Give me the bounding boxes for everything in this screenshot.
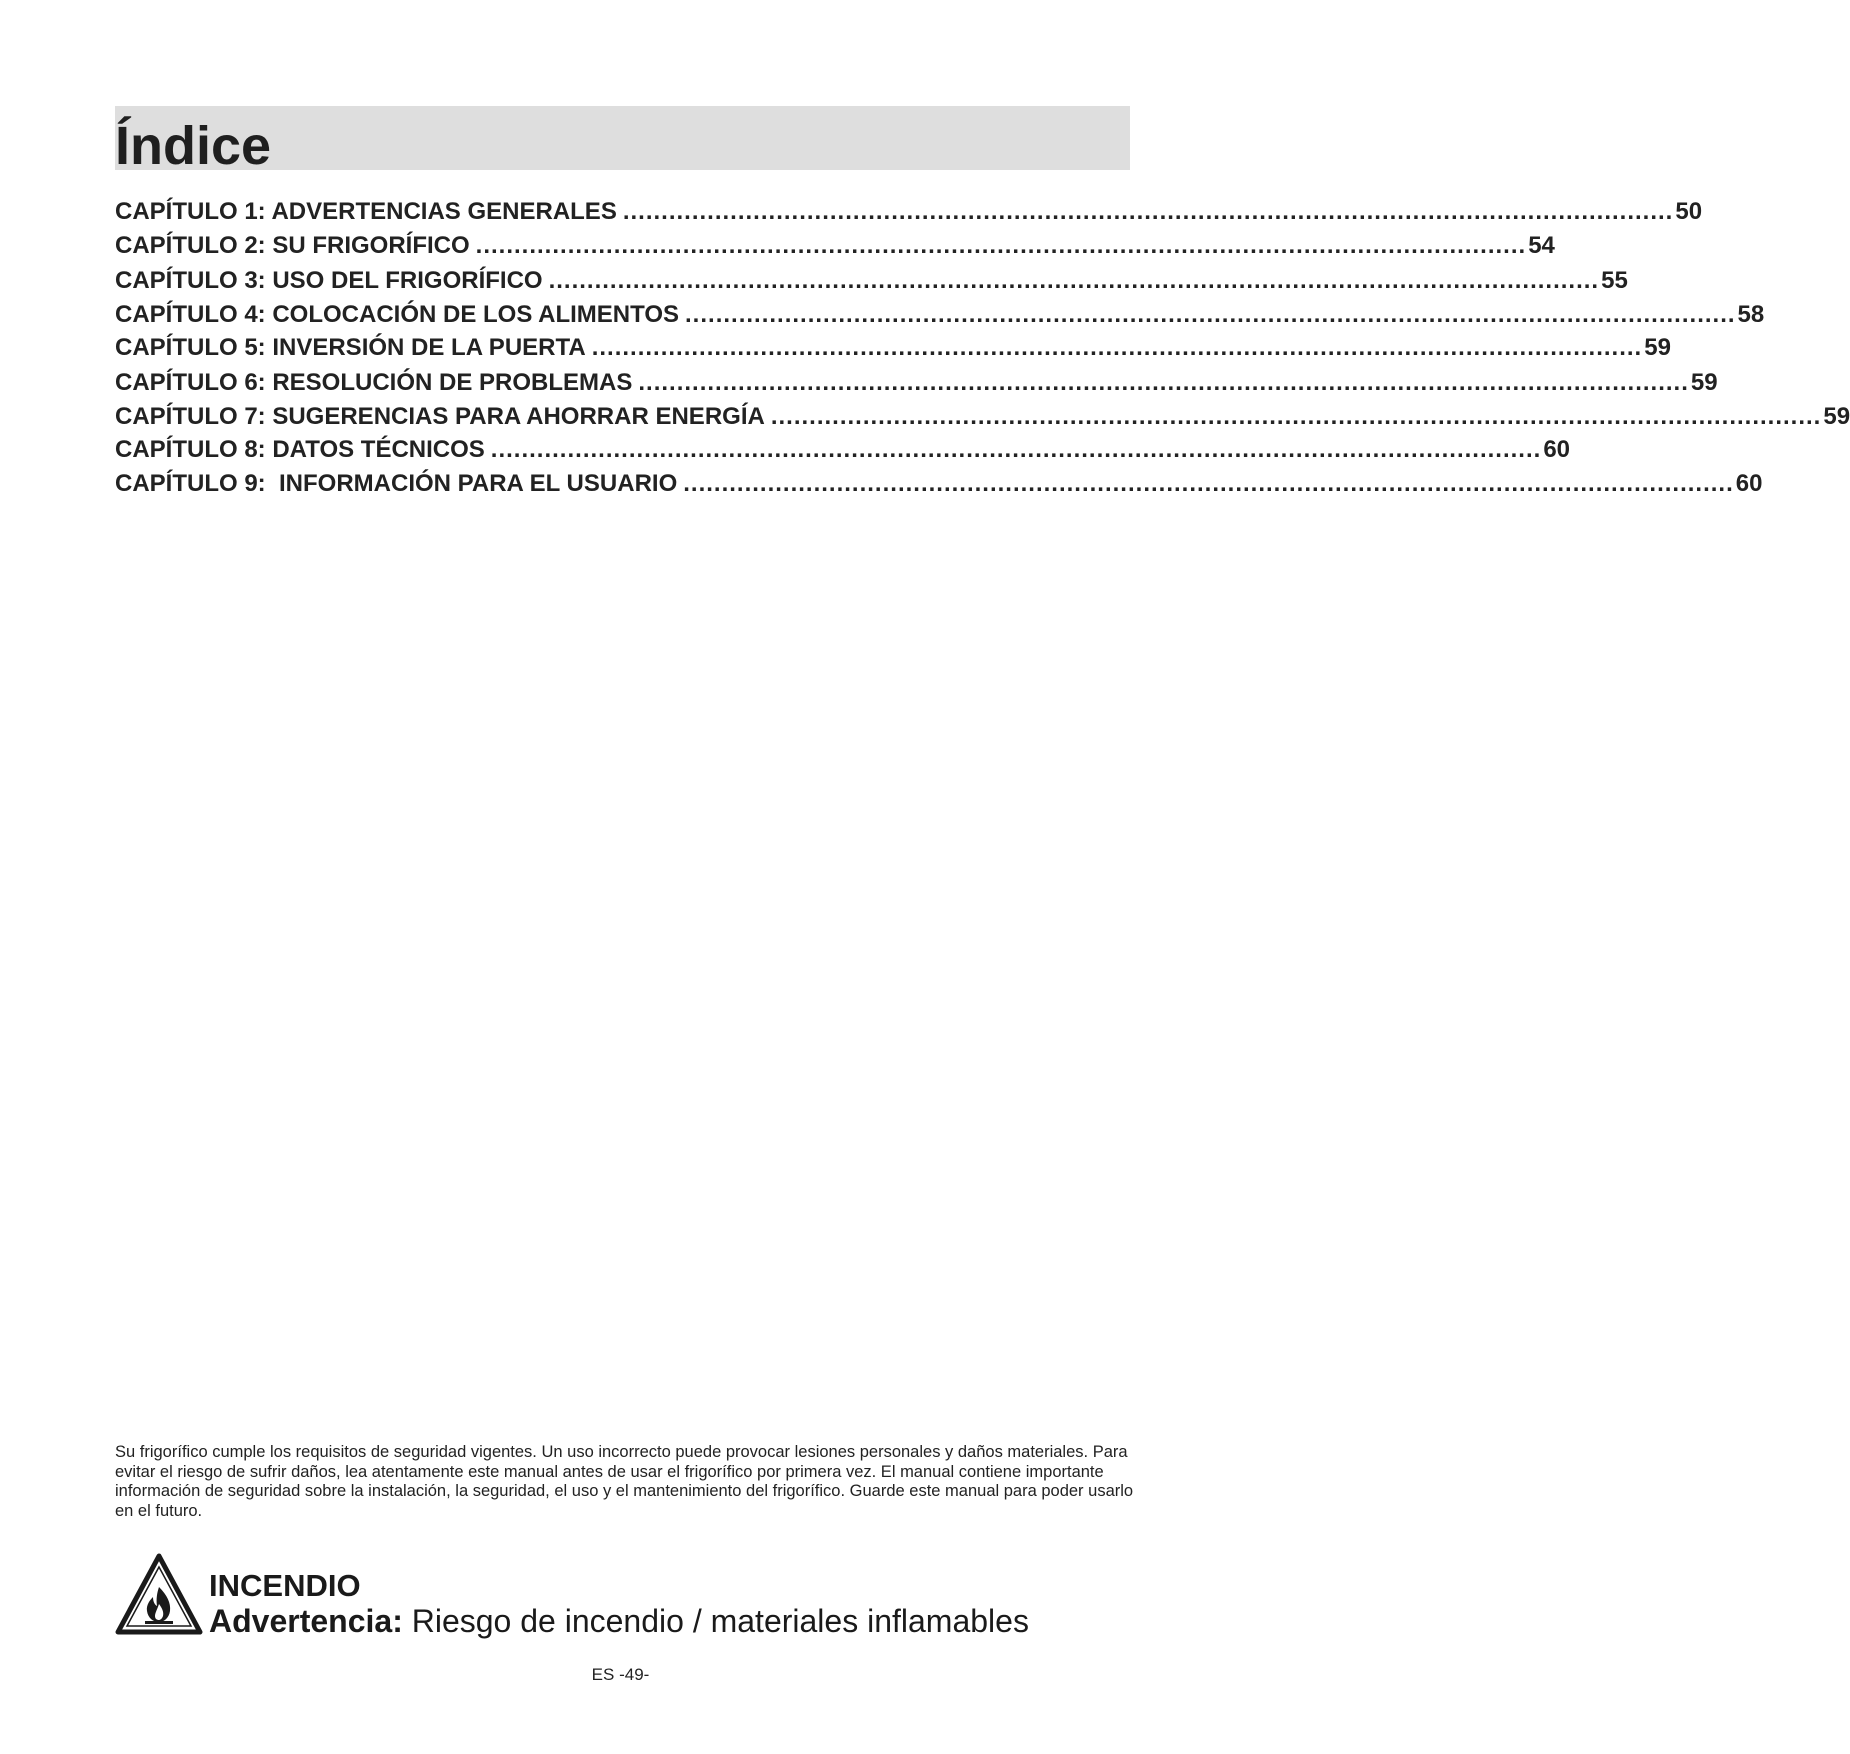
toc-leader-dots: ......................................................................................................................................... [685,301,1736,328]
toc-leader-dots: ......................................................................................................................................... [622,198,1674,225]
toc-entry-label: CAPÍTULO 7: SUGERENCIAS PARA AHORRAR ENERGÍA [115,403,765,430]
toc-entry-page: 59 [1823,403,1850,430]
toc-leader-dots: ......................................................................................................................................... [770,403,1822,430]
toc-leader-dots: ......................................................................................................................................... [475,232,1527,259]
toc-leader-dots: ......................................................................................................................................... [683,470,1734,497]
toc-entry-page: 60 [1735,470,1763,497]
toc-entry[interactable] [115,265,1628,295]
toc-entry[interactable] [115,230,1555,260]
toc-entry-label: CAPÍTULO 9: INFORMACIÓN PARA EL USUARIO [115,470,678,497]
toc-entry[interactable] [115,332,1671,362]
warning-text [209,1603,1029,1639]
toc-entry-page: 50 [1675,198,1703,225]
toc-entry[interactable] [115,434,1571,464]
toc-entry[interactable] [115,299,1765,329]
toc-leader-dots: ......................................................................................................................................... [548,267,1600,294]
warning-description: Riesgo de incendio / materiales inflamables [402,1603,1029,1639]
intro-paragraph: Su frigorífico cumple los requisitos de seguridad vigentes. Un uso incorrecto puede provocar lesiones personales y daños materiales. Para evitar el riesgo de sufrir daños, lea atentamente este manual antes de usar el frigorífico por primera vez. El manual contiene importante información de seguridad sobre la instalación, la seguridad, el uso y el mantenimiento del frigorífico. Guarde este manual para poder usarlo en el futuro. [115,1443,1134,1520]
toc-entry[interactable] [115,367,1718,397]
toc-entry[interactable] [115,196,1703,226]
toc-entry-label: CAPÍTULO 6: RESOLUCIÓN DE PROBLEMAS [115,369,633,396]
toc-entry-page: 59 [1690,369,1718,396]
page-number: ES -49- [591,1665,650,1684]
toc-entry-label: CAPÍTULO 2: SU FRIGORÍFICO [115,232,470,259]
warning-label: Advertencia: [209,1603,403,1639]
toc-entry-page: 54 [1528,232,1555,259]
warning-title: INCENDIO [209,1568,361,1603]
toc-entry-page: 58 [1737,301,1765,328]
toc-entry-label: CAPÍTULO 5: INVERSIÓN DE LA PUERTA [115,334,586,361]
toc-entry-page: 60 [1543,436,1571,463]
toc-leader-dots: ......................................................................................................................................... [591,334,1643,361]
fire-warning [115,1553,1115,1643]
toc-entry-label: CAPÍTULO 4: COLOCACIÓN DE LOS ALIMENTOS [115,301,680,328]
page-title: Índice [115,116,272,176]
toc-entry-page: 59 [1644,334,1671,361]
toc-entry-label: CAPÍTULO 1: ADVERTENCIAS GENERALES [115,198,617,225]
toc-entry-label: CAPÍTULO 3: USO DEL FRIGORÍFICO [115,267,543,294]
toc-leader-dots: ......................................................................................................................................... [638,369,1689,396]
toc-entry-page: 55 [1601,267,1628,294]
toc-entry[interactable] [115,468,1763,498]
toc-entry-label: CAPÍTULO 8: DATOS TÉCNICOS [115,436,485,463]
fire-warning-icon [115,1553,203,1635]
toc-leader-dots: ......................................................................................................................................... [490,436,1542,463]
toc-entry[interactable] [115,401,1850,431]
